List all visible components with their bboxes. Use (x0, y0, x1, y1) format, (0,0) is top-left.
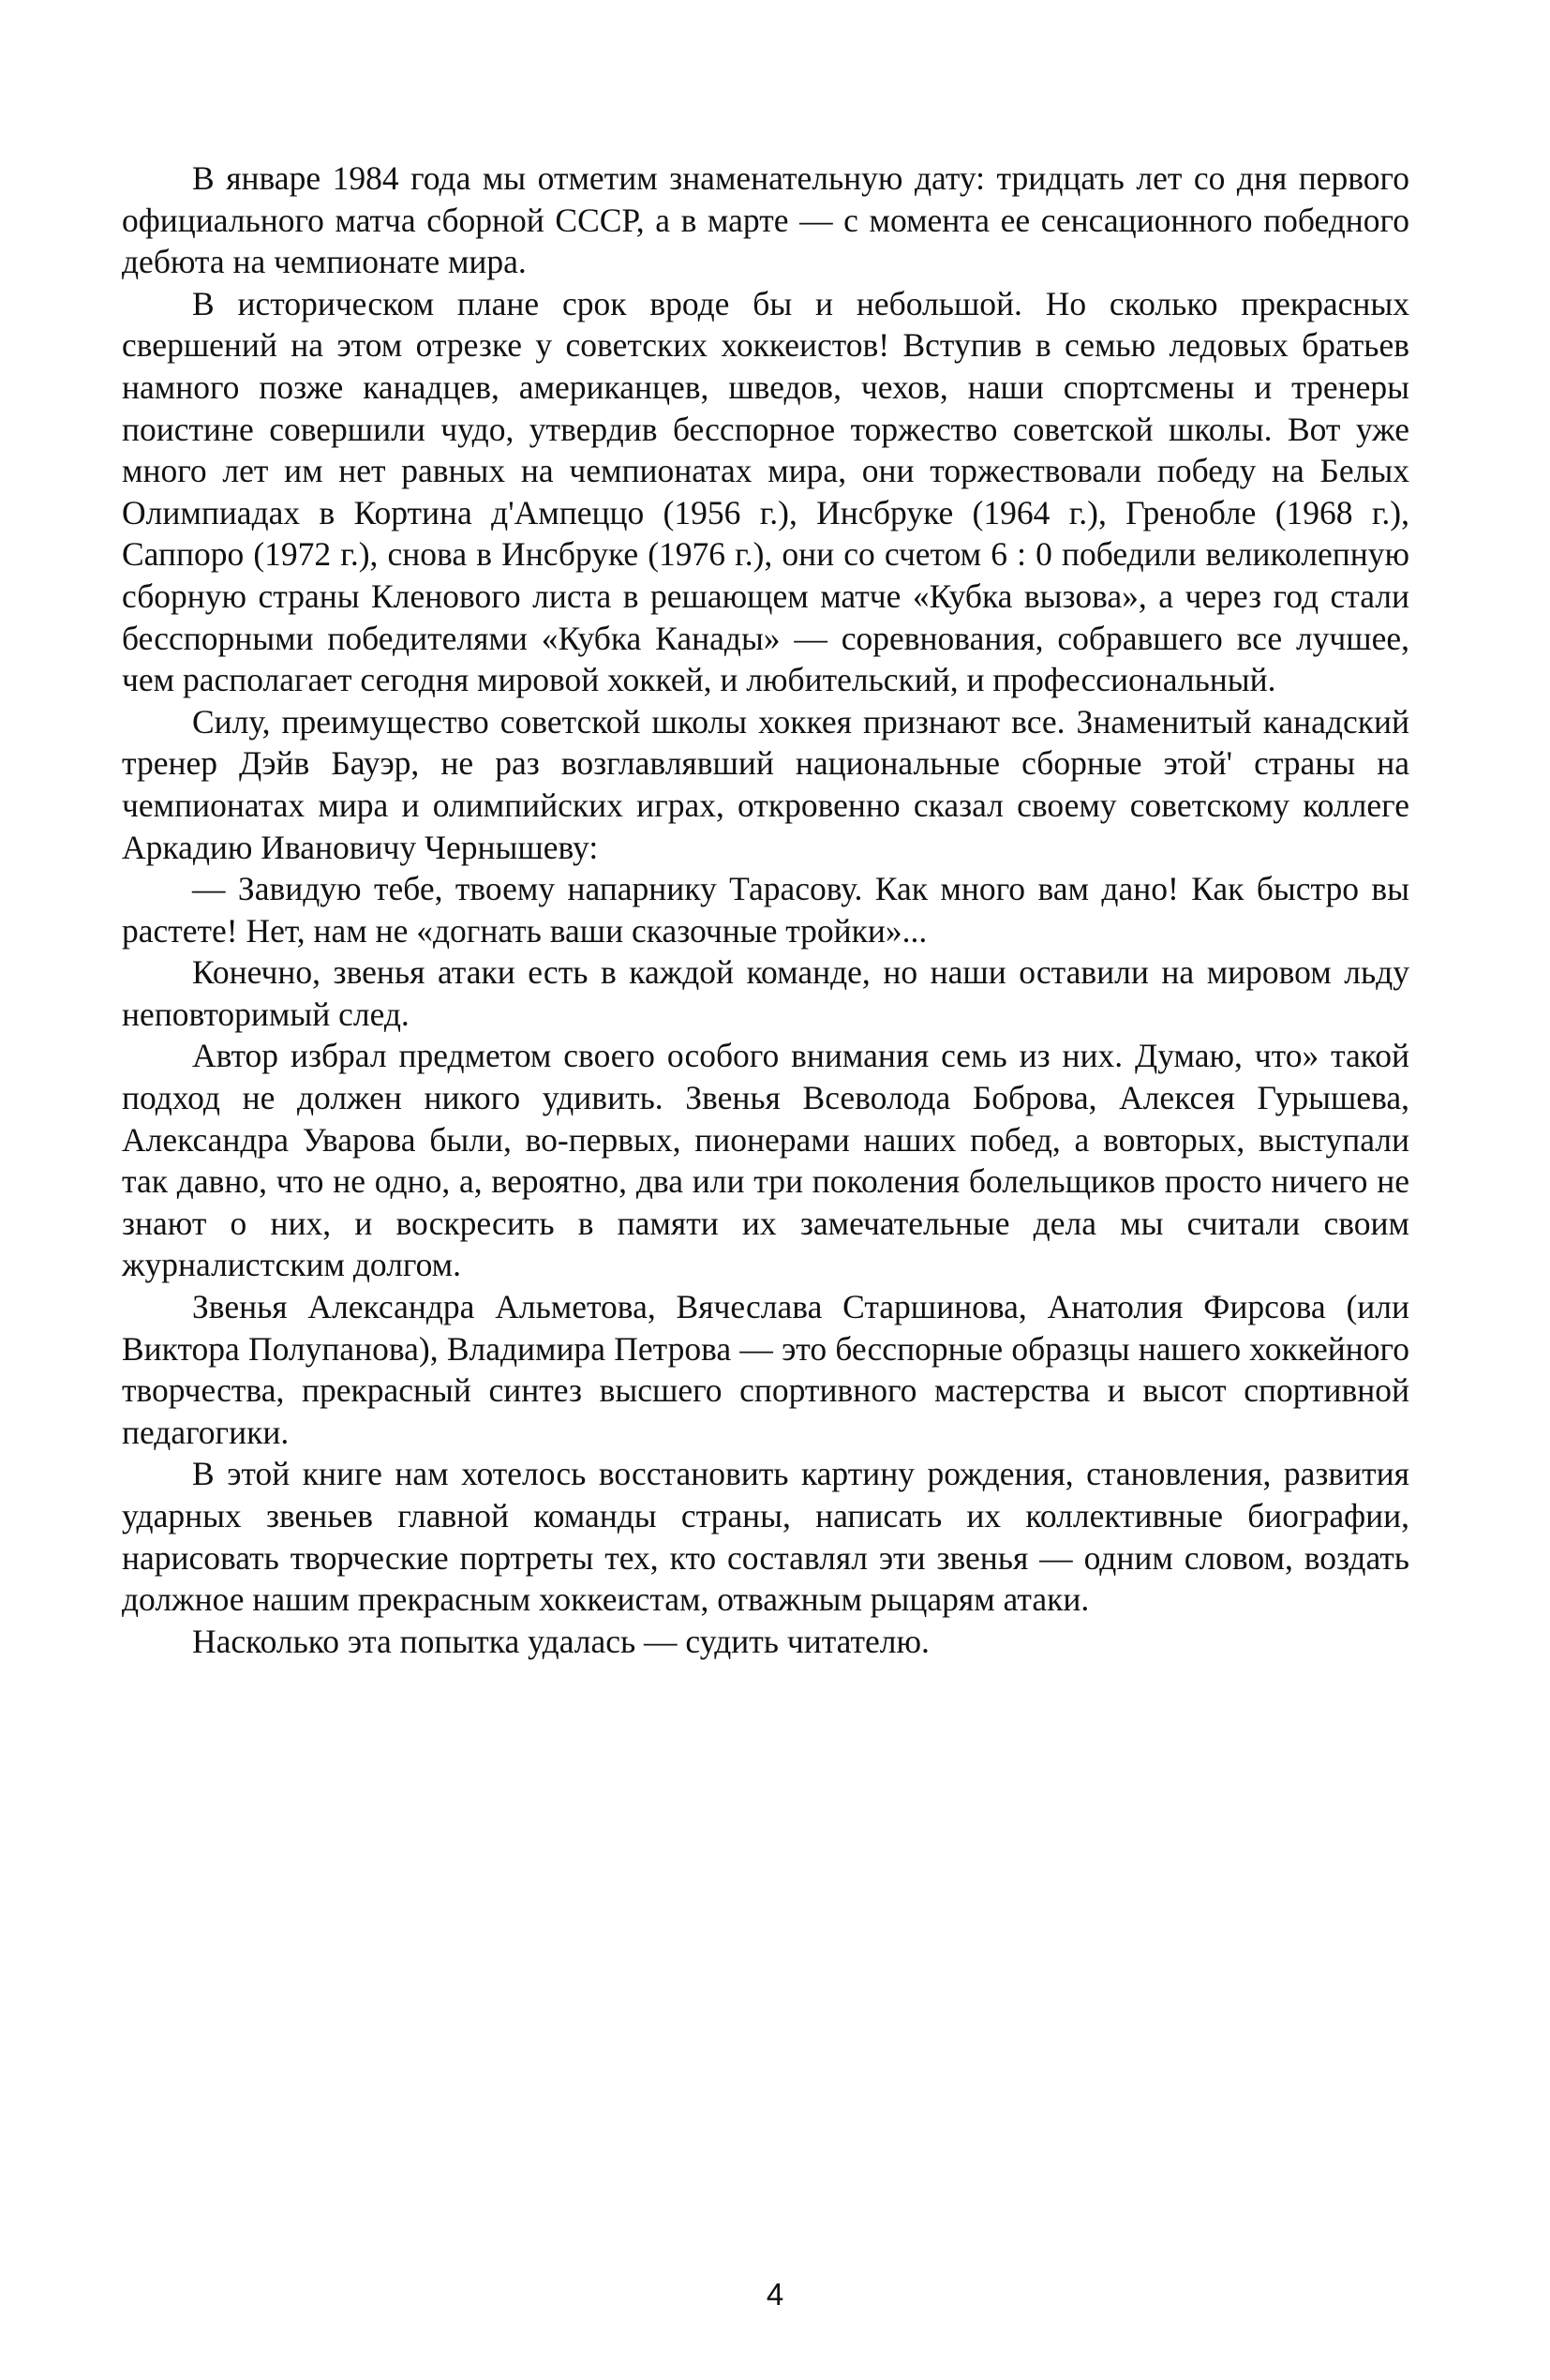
paragraph: Автор избрал предметом своего особого внимания семь из них. Думаю, что» такой подход не должен никого удивить. Звенья Всеволода Боброва, Алексея Гурышева, Александра Уварова были, во-первых, пионерами наших побед, а вовторых, выступали так давно, что не одно, а, вероятно, два или три поколения болельщиков просто ничего не знают о них, и воскресить в памяти их замечательные дела мы считали своим журналистским долгом. (122, 1037, 1409, 1284)
paragraph: — Завидую тебе, твоему напарнику Тарасову. Как много вам дано! Как быстро вы растете! Нет, нам не «догнать ваши сказочные тройки»... (122, 870, 1409, 950)
paragraph: В этой книге нам хотелось восстановить картину рождения, становления, развития ударных звеньев главной команды страны, написать их коллективные биографии, нарисовать творческие портреты тех, кто составлял эти звенья — одним словом, воздать должное нашим прекрасным хоккеистам, отважным рыцарям атаки. (122, 1455, 1409, 1619)
paragraph: Звенья Александра Альметова, Вячеслава Старшинова, Анатолия Фирсова (или Виктора Полупанова), Владимира Петрова — это бесспорные образцы нашего хоккейного творчества, прекрасный синтез высшего спортивного мастерства и высот спортивной педагогики. (122, 1288, 1409, 1451)
paragraph: В историческом плане срок вроде бы и небольшой. Но сколько прекрасных свершений на этом отрезке у советских хоккеистов! Вступив в семью ледовых братьев намного позже канадцев, американцев, шведов, чехов, наши спортсмены и тренеры поистине совершили чудо, утвердив бесспорное торжество советской школы. Вот уже много лет им нет равных на чемпионатах мира, они торжествовали победу на Белых Олимпиадах в Кортина д'Ампеццо (1956 г.), Инсбруке (1964 г.), Гренобле (1968 г.), Саппоро (1972 г.), снова в Инсбруке (1976 г.), они со счетом 6 : 0 победили великолепную сборную страны Кленового листа в решающем матче «Кубка вызова», а через год стали бесспорными победителями «Кубка Канады» — соревнования, собравшего все лучшее, чем располагает сегодня мировой хоккей, и любительский, и профессиональный. (122, 284, 1409, 699)
paragraph: Конечно, звенья атаки есть в каждой команде, но наши оставили на мировом льду неповторимый след. (122, 953, 1409, 1033)
paragraph: Силу, преимущество советской школы хоккея признают все. Знаменитый канадский тренер Дэйв Бауэр, не раз возглавлявший национальные сборные этой' страны на чемпионатах мира и олимпийских играх, откровенно сказал своему советскому коллеге Аркадию Ивановичу Чернышеву: (122, 702, 1409, 866)
document-body (122, 157, 1409, 1662)
paragraph: Насколько эта попытка удалась — судить читателю. (192, 1622, 930, 1660)
page-number: 4 (766, 2277, 784, 2312)
paragraph: В январе 1984 года мы отметим знаменательную дату: тридцать лет со дня первого официального матча сборной СССР, а в марте — с момента ее сенсационного победного дебюта на чемпионате мира. (122, 159, 1409, 281)
